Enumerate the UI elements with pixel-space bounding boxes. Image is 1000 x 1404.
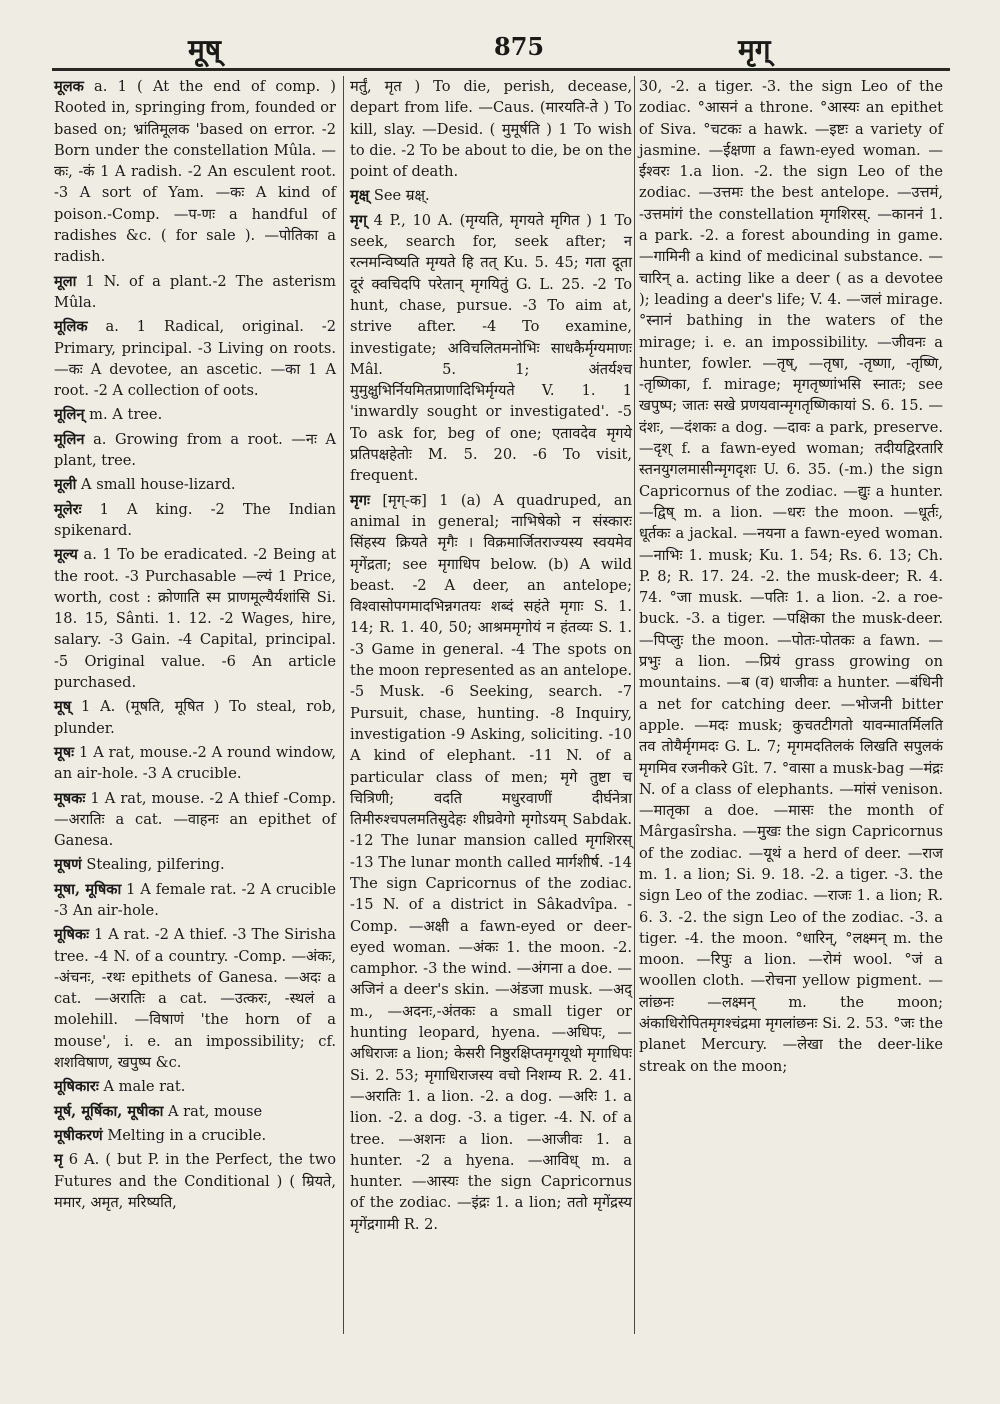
dictionary-entry (54, 404, 336, 425)
dictionary-entry (350, 490, 632, 1235)
left-guide-word: मूष् (188, 33, 221, 66)
entry-headword: मृ (54, 1151, 63, 1169)
entry-definition: 4 P., 10 A. (मृग्यति, मृगयते मृगित ) 1 To seek, search for, seek after; न रत्नमन्विष्यति मृग्यते हि तत् Ku. 5. 45; गता दूता दूरं क्वचिदपि परेतान् मृगयितुं G. L. 25. -2 To hunt, chase, pursue. -3 To aim at, strive after. -4 To examine, investigate; अविचलितमनोभिः साधकैर्मृग्यमाणः Mâl. 5. 1; अंतर्यश्च मुमुक्षुभिर्नियमितप्राणादिभिर्मृग्यते V. 1. 1 'inwardly sought or investigated'. -5 To ask for, beg of one; एतावदेव मृगये प्रतिपक्षहेतोः M. 5. 20. -6 To visit, frequent. (350, 211, 632, 485)
dictionary-column-2 (350, 76, 632, 1238)
dictionary-entry (54, 879, 336, 922)
page-header (0, 0, 1000, 70)
entry-headword: मृग् (350, 211, 367, 229)
entry-headword: मूलिन (54, 430, 85, 448)
entry-headword: मूषकः (54, 789, 86, 807)
entry-headword: मृगः (350, 491, 370, 509)
entry-definition: a. 1 Radical, original. -2 Primary, principal. -3 Living on roots. —कः A devotee, an ascetic. —का 1 A root. -2 A collection of oots. (54, 318, 336, 400)
entry-headword: मूष् (54, 698, 72, 716)
entry-headword: मूल्य (54, 546, 78, 564)
column-divider (634, 76, 635, 1334)
entry-headword: मृक्ष् (350, 187, 370, 205)
dictionary-entry (54, 924, 336, 1073)
dictionary-entry (54, 271, 336, 314)
dictionary-entry (54, 429, 336, 472)
entry-headword: मूषिकः (54, 926, 90, 944)
entry-headword: मूलिक (54, 318, 88, 336)
dictionary-entry (54, 854, 336, 875)
entry-definition: 1 A. (मूषति, मूषित ) To steal, rob, plunder. (54, 698, 336, 737)
dictionary-entry (54, 1149, 336, 1213)
entry-headword: मूलिन् (54, 406, 85, 424)
entry-definition: Stealing, pilfering. (86, 856, 225, 874)
dictionary-entry (54, 499, 336, 542)
page-number: 875 (494, 32, 545, 61)
dictionary-entry (54, 1125, 336, 1146)
entry-definition: m. A tree. (89, 406, 163, 424)
dictionary-entry (54, 696, 336, 739)
entry-headword: मूला (54, 272, 77, 290)
entry-headword: मूषा, मूषिका (54, 880, 122, 898)
entry-definition: a. 1 To be eradicated. -2 Being at the root. -3 Purchasable —ल्यं 1 Price, worth, cost : क्रोणाति स्म प्राणमूल्यैर्यशांसि Si. 18. 15, Sânti. 1. 12. -2 Wages, hire, salary. -3 Gain. -4 Capital, principal. -5 Original value. -6 An article purchased. (54, 546, 337, 692)
entry-definition: A male rat. (103, 1078, 186, 1096)
right-guide-word: मृग् (738, 33, 771, 66)
dictionary-entry (54, 788, 336, 852)
entry-headword: मूली (54, 476, 77, 494)
entry-headword: मूलक (54, 78, 84, 95)
entry-headword: मूलेरः (54, 500, 82, 518)
dictionary-entry (639, 76, 943, 1077)
entry-definition: 30, -2. a tiger. -3. the sign Leo of the zodiac. °आसनं a throne. °आस्यः an epithet of Siva. °चटकः a hawk. —इष्टः a variety of jasmine. —ईक्षणा a fawn-eyed woman. —ईश्वरः 1.a lion. -2. the sign Leo of the zodiac. —उत्तमः the best antelope. —उत्तमं, -उत्तमांगं the constellation मृगशिरस्. —काननं 1. a park. -2. a forest abounding in game. —गामिनी a kind of medicinal substance. —चारिन् a. acting like a deer ( as a devotee ); leading a deer's life; V. 4. —जलं mirage. °स्नानं bathing in the waters of the mirage; i. e. an impossibility. —जीवनः a hunter, fowler. —तृष्, —तृषा, -तृष्णा, -तृष्णि, -तृष्णिका, f. mirage; मृगतृष्णांभसि स्नातः; see खपुष्प; जातः सखे प्रणयवान्मृगतृष्णिकायां S. 6. 15. —दंशः, —दंशकः a dog. —दावः a park, preserve. —दृश् f. a fawn-eyed woman; तदीयद्विरतारि स्तनयुगलमासीन्मृगदृशः U. 6. 35. (-m.) the sign Capricornus of the zodiac. —द्युः a hunter. —द्विष् m. a lion. —धरः the moon. —धूर्तः, धूर्तकः a jackal. —नयना a fawn-eyed woman. —नाभिः 1. musk; Ku. 1. 54; Rs. 6. 13; Ch. P. 8; R. 17. 24. -2. the musk-deer; R. 4. 74. °जा musk. —पतिः 1. a lion. -2. a roe-buck. -3. a tiger. —पक्षिका the musk-deer. —पिप्लुः the moon. —पोतः-पोतकः a fawn. —प्रभुः a lion. —प्रियं grass growing on mountains. —ब (व) धाजीवः a hunter. —बंधिनी a net for catching deer. —भोजनी bitter apple. —मदः musk; कुचतटीगतो यावन्मातर्मिलति तव तोयैर्मृगमदः G. L. 7; मृगमदतिलकं लिखति सपुलकं मृगमिव रजनीकरे Gît. 7. °वासा a musk-bag —मंद्रः N. of a class of elephants. —मांसं venison. —मातृका a doe. —मासः the month of Mârgasîrsha. —मुखः the sign Capricornus of the zodiac. —यूथं a herd of deer. —राज m. 1. a lion; Si. 9. 18. -2. a tiger. -3. the sign Leo of the zodiac. —राजः 1. a lion; R. 6. 3. -2. the sign Leo of the zodiac. -3. a tiger. -4. the moon. °धारिन्, °लक्ष्मन् m. the moon. —रिपुः a lion. —रोमं wool. °जं a woollen cloth. —रोचना yellow pigment. —लांछनः —लक्ष्मन् m. the moon; अंकाधिरोपितमृगश्चंद्रमा मृगलांछनः Si. 2. 53. °जः the planet Mercury. —लेखा the deer-like streak on the moon; (639, 78, 943, 1075)
entry-definition: Melting in a crucible. (107, 1126, 267, 1144)
entry-definition: 6 A. ( but P. in the Perfect, the two Futures and the Conditional ) ( म्रियते, ममार, अमृत, मरिष्यति, (54, 1151, 337, 1211)
dictionary-entry (54, 1076, 336, 1097)
dictionary-entry (350, 76, 632, 182)
column-divider (343, 76, 344, 1334)
entry-definition: See म्रक्ष्. (373, 187, 430, 205)
entry-definition: 1 A rat, mouse.-2 A round window, an air-hole. -3 A crucible. (54, 743, 336, 783)
dictionary-entry (54, 76, 336, 268)
entry-definition: [मृग्-क] 1 (a) A quadruped, an animal in general; नाभिषेको न संस्कारः सिंहस्य क्रियते मृगैः । विक्रमार्जितराज्यस्य स्वयमेव मृगेंद्रता; see मृगाधिप below. (b) A wild beast. -2 A deer, an antelope; विश्वासोपगमादभिन्नगतयः शब्दं सहंते मृगाः S. 1. 14; R. 1. 40, 50; आश्रममृगोयं न हंतव्यः S. 1. -3 Game in general. -4 The spots on the moon represented as an antelope. -5 Musk. -6 Seeking, search. -7 Pursuit, chase, hunting. -8 Inquiry, investigation -9 Asking, soliciting. -10 A kind of elephant. -11 N. of a particular class of men; मृगे तुष्टा च चित्रिणी; वदति मधुरवाणीं दीर्घनेत्रा तिमीरुश्चपलमतिसुदेहः शीघ्रवेगो मृगोऽयम् Sabdak. -12 The lunar mansion called मृगशिरस् -13 The lunar month called मार्गशीर्ष. -14 The sign Capricornus of the zodiac. -15 N. of a district in Sâkadvîpa. -Comp. —अक्षी a fawn-eyed or deer-eyed woman. —अंकः 1. the moon. -2. camphor. -3 the wind. —अंगना a doe. —अजिनं a deer's skin. —अंडजा musk. —अद् m., —अदनः,-अंतकः a small tiger or hunting leopard, hyena. —अधिपः, —अधिराजः a lion; केसरी निष्ठुरक्षिप्तमृगयूथो मृगाधिपः Si. 2. 53; मृगाधिराजस्य वचो निशम्य R. 2. 41. —अरातिः 1. a lion. -2. a dog. —अरिः 1. a lion. -2. a dog. -3. a tiger. -4. N. of a tree. —अशनः a lion. —आजीवः 1. a hunter. -2 a hyena. —आविध् m. a hunter. —आस्यः the sign Capricornus of the zodiac. —इंद्रः 1. a lion; ततो मृगेंद्रस्य मृगेंद्रगामी R. 2. (350, 491, 633, 1233)
dictionary-entry (54, 1101, 336, 1122)
dictionary-entry (54, 316, 336, 401)
dictionary-column-3 (639, 76, 943, 1080)
entry-headword: मूर्ष, मूर्षिका, मूषीका (54, 1102, 164, 1120)
dictionary-entry (350, 210, 632, 487)
entry-definition: 1 A rat. -2 A thief. -3 The Sirisha tree. -4 N. of a country. -Comp. —अंकः, -अंचनः, -रथः epithets of Ganesa. —अदः a cat. —अरातिः a cat. —उत्करः, -स्थलं a molehill. —विषाणं 'the horn of a mouse', i. e. an impossibility; cf. शशविषाण, खपुष्प &c. (54, 926, 337, 1072)
dictionary-column-1 (54, 76, 336, 1216)
entry-definition: A rat, mouse (168, 1102, 263, 1120)
entry-definition: A small house-lizard. (81, 476, 236, 494)
entry-definition: a. Growing from a root. —नः A plant, tree. (54, 430, 336, 470)
entry-headword: मूषणं (54, 856, 82, 874)
entry-headword: मूषिकारः (54, 1078, 99, 1096)
dictionary-entry (350, 185, 632, 206)
entry-definition: 1 A king. -2 The Indian spikenard. (54, 500, 337, 539)
entry-definition: 1 A female rat. -2 A crucible -3 An air-hole. (54, 880, 336, 919)
header-rule (52, 68, 950, 71)
entry-definition: मर्तुं, मृत ) To die, perish, decease, depart from life. —Caus. (मारयति-ते ) To kill, slay. —Desid. ( मुमूर्षति ) 1 To wish to die. -2 To be about to die, be on the point of death. (350, 78, 632, 181)
entry-headword: मूषः (54, 743, 75, 761)
entry-definition: 1 N. of a plant.-2 The asterism Mûla. (54, 272, 337, 311)
entry-definition: a. 1 ( At the end of comp. ) Rooted in, springing from, founded or based on; भ्रांतिमूलक 'based on error. -2 Born under the constellation Mûla. —कः, -कं 1 A radish. -2 An esculent root. -3 A sort of Yam. —कः A kind of poison.-Comp. —प-णः a handful of radishes &c. ( for sale ). —पोतिका a radish. (54, 78, 337, 266)
dictionary-entry (54, 474, 336, 495)
entry-definition: 1 A rat, mouse. -2 A thief -Comp. —अरातिः a cat. —वाहनः an epithet of Ganesa. (54, 789, 336, 850)
dictionary-entry (54, 544, 336, 693)
entry-headword: मूषीकरणं (54, 1126, 103, 1144)
dictionary-entry (54, 742, 336, 785)
